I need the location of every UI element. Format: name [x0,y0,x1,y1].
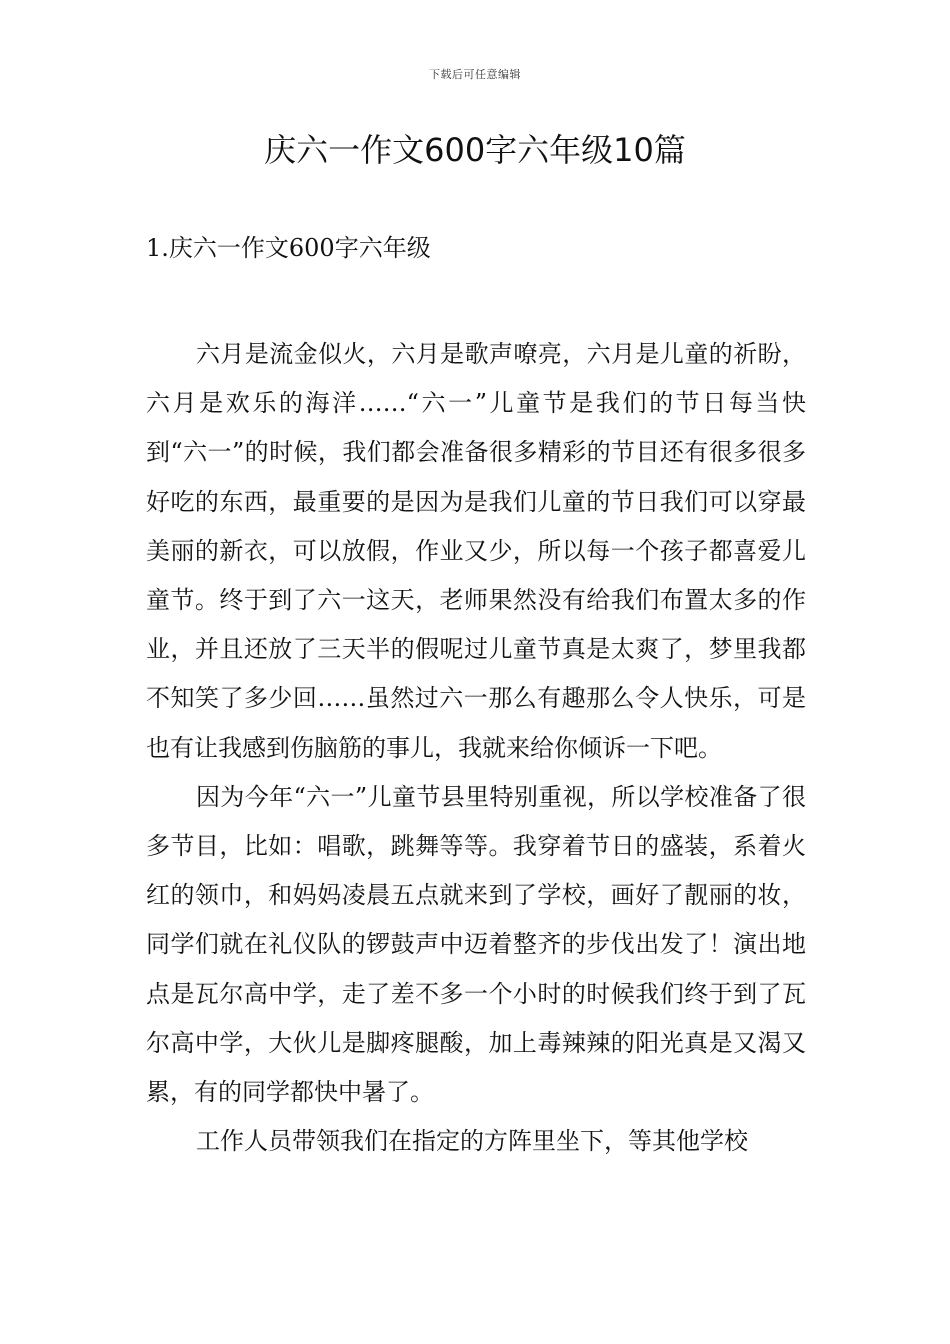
section-heading: 1.庆六一作文600字六年级 [146,234,431,262]
document-title: 庆六一作文600字六年级10篇 [264,131,686,169]
paragraph: 六月是流金似火，六月是歌声嘹亮，六月是儿童的祈盼，六月是欢乐的海洋……“六一”儿童节是我们的节日每当快到“六一”的时候，我们都会准备很多精彩的节目还有很多很多好吃的东西，最重要的是因为是我们儿童的节日我们可以穿最美丽的新衣，可以放假，作业又少，所以每一个孩子都喜爱儿童节。终于到了六一这天，老师果然没有给我们布置太多的作业，并且还放了三天半的假呢过儿童节真是太爽了，梦里我都不知笑了多少回……虽然过六一那么有趣那么令人快乐，可是也有让我感到伤脑筋的事儿，我就来给你倾诉一下吧。 [146,340,806,762]
header-note: 下载后可任意编辑 [429,68,521,81]
paragraph: 因为今年“六一”儿童节县里特别重视，所以学校准备了很多节目，比如：唱歌，跳舞等等。我穿着节日的盛装，系着火红的领巾，和妈妈凌晨五点就来到了学校，画好了靓丽的妆，同学们就在礼仪队的锣鼓声中迈着整齐的步伐出发了！演出地点是瓦尔高中学，走了差不多一个小时的时候我们终于到了瓦尔高中学，大伙儿是脚疼腿酸，加上毒辣辣的阳光真是又渴又累，有的同学都快中暑了。 [146,782,806,1107]
body-text [146,330,806,1166]
paragraph: 工作人员带领我们在指定的方阵里坐下，等其他学校 [196,1127,748,1156]
